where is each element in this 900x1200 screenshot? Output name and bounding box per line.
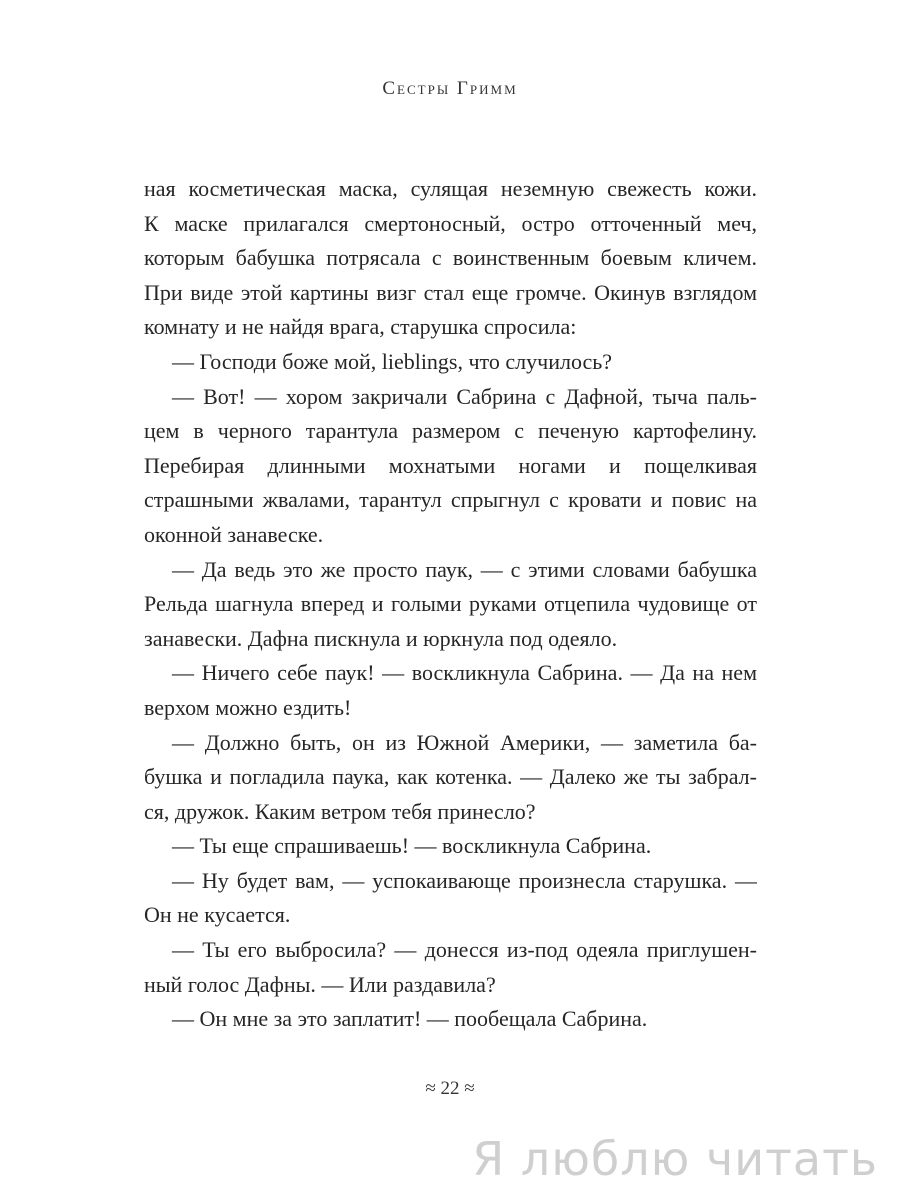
text-line: При виде этой картины визг стал еще громче. Окинув взглядом — [144, 279, 757, 305]
text-line: оконной занавеске. — [144, 521, 324, 547]
body-text — [144, 172, 757, 1037]
text-line: верхом можно ездить! — [144, 694, 352, 720]
text-line: — Ничего себе паук! — воскликнула Сабрина. — Да на нем — [172, 660, 757, 686]
text-line: занавески. Дафна пискнула и юркнула под одеяло. — [144, 625, 618, 651]
text-line: ная косметическая маска, сулящая неземную свежесть кожи. — [144, 176, 757, 201]
running-head: Сестры Гримм — [382, 78, 518, 99]
text-line: — Ты его выбросила? — донесся из-под одеяла приглушен- — [172, 937, 757, 963]
text-line: страшными жвалами, тарантул спрыгнул с кровати и повис на — [144, 487, 757, 513]
text-line: — Господи боже мой, lieblings, что случилось? — [172, 348, 613, 374]
text-line: ный голос Дафны. — Или раздавила? — [144, 971, 496, 997]
text-line: — Он мне за это заплатит! — пообещала Сабрина. — [172, 1006, 648, 1032]
text-line: Рельда шагнула вперед и голыми руками отцепила чудовище от — [144, 591, 757, 617]
page-number: ≈ 22 ≈ — [425, 1078, 475, 1099]
text-line: — Должно быть, он из Южной Америки, — заметила ба- — [172, 729, 757, 755]
text-line: ся, дружок. Каким ветром тебя принесло? — [144, 798, 536, 824]
text-line: цем в черного тарантула размером с печеную картофелину. — [144, 418, 757, 444]
text-line: Перебирая длинными мохнатыми ногами и пощелкивая — [144, 452, 757, 478]
text-line: — Ну будет вам, — успокаивающе произнесла старушка. — — [172, 867, 757, 893]
text-line: — Да ведь это же просто паук, — с этими словами бабушка — [172, 556, 757, 582]
text-line: К маске прилагался смертоносный, остро отточенный меч, — [144, 210, 757, 236]
text-line: Он не кусается. — [144, 902, 291, 928]
text-line: комнату и не найдя врага, старушка спросила: — [144, 314, 577, 340]
text-line: — Вот! — хором закричали Сабрина с Дафной, тыча паль- — [172, 383, 757, 409]
text-line: которым бабушка потрясала с воинственным боевым кличем. — [144, 245, 757, 271]
watermark: Я люблю читать — [472, 1132, 878, 1186]
text-line: — Ты еще спрашиваешь! — воскликнула Сабрина. — [172, 833, 652, 859]
text-line: бушка и погладила паука, как котенка. — Далеко же ты забрал- — [144, 764, 757, 790]
